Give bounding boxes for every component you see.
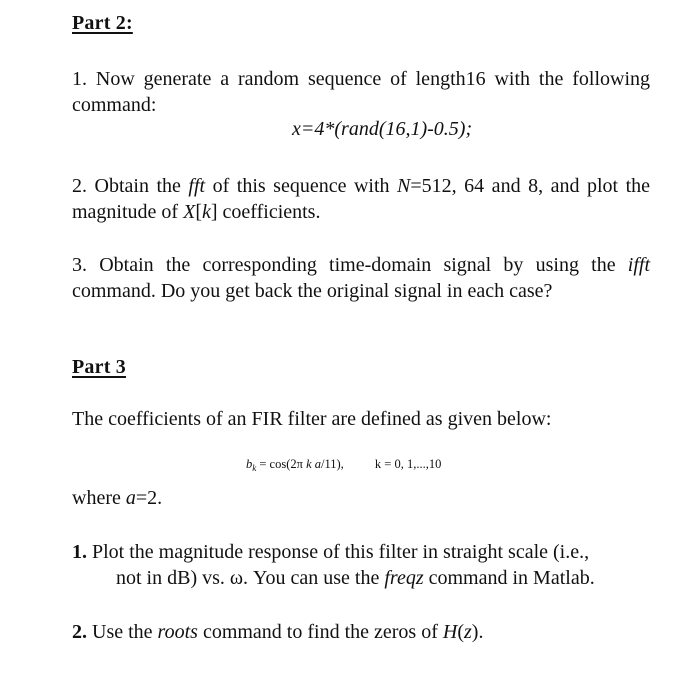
part2-item1-text: Now generate a random sequence of length16 with the following command:	[72, 68, 650, 116]
part2-item3	[72, 252, 650, 304]
part2-heading: Part 2:	[72, 12, 133, 34]
where-post: =2.	[135, 487, 163, 509]
fir-coefficient-equation	[246, 457, 441, 473]
part2-item3-post: command. Do you get back the original signal in each case?	[72, 280, 553, 302]
part3-intro: The coefficients of an FIR filter are defined as given below:	[72, 408, 552, 430]
a-variable: a	[125, 487, 136, 509]
z-variable: z	[464, 621, 472, 643]
part2-item2-pre: Obtain the	[94, 175, 181, 197]
k-variable: k	[201, 201, 211, 223]
where-pre: where	[72, 487, 121, 509]
part2-item1-number: 1.	[72, 68, 87, 90]
paren-open: (	[457, 621, 464, 643]
part2-item2	[72, 173, 650, 225]
x-variable: X	[183, 201, 196, 223]
fft-command: fft	[188, 175, 206, 197]
part2-item3-number: 3.	[72, 254, 87, 276]
part3-item1-number: 1.	[72, 541, 87, 563]
part3-item2	[72, 619, 650, 645]
ifft-command: ifft	[627, 254, 651, 276]
eq-sub: k	[252, 463, 257, 473]
roots-command: roots	[157, 621, 198, 643]
part3-item2-pre: Use the	[92, 621, 153, 643]
part3-item1	[72, 539, 650, 591]
part2-item2-number: 2.	[72, 175, 87, 197]
where-clause	[72, 485, 650, 511]
part2-item1	[72, 66, 650, 118]
part3-item1-line1: Plot the magnitude response of this filter in straight scale (i.e.,	[92, 541, 590, 563]
part2-item2-mid1: of this sequence with	[212, 175, 390, 197]
h-variable: H	[442, 621, 458, 643]
eq-range: k = 0, 1,...,10	[374, 457, 442, 471]
eq-a: a	[314, 457, 321, 471]
part3-item1-line2-post: command in Matlab.	[428, 567, 595, 589]
bracket-close: ]	[210, 201, 218, 223]
part2-item2-post: coefficients.	[222, 201, 321, 223]
paren-close: ).	[471, 621, 484, 643]
eq-rhs: = cos(2π	[259, 457, 303, 471]
eq-lhs: b	[246, 457, 253, 471]
part3-heading: Part 3	[72, 356, 126, 378]
n-variable: N	[397, 175, 411, 197]
part3-item1-line2-pre: not in dB) vs. ω. You can use the	[116, 567, 380, 589]
bracket-open: [	[195, 201, 202, 223]
part2-item3-pre: Obtain the corresponding time-domain signal by using the	[99, 254, 616, 276]
freqz-command: freqz	[384, 567, 424, 589]
part3-item2-mid: command to find the zeros of	[202, 621, 438, 643]
eq-tail: /11),	[321, 457, 344, 471]
eq-k: k	[306, 457, 312, 471]
part3-item2-number: 2.	[72, 621, 87, 643]
part2-item2-mid2: =512, 64 and 8, and plot the magnitude of	[72, 175, 651, 223]
part2-item1-equation: x=4*(rand(16,1)-0.5);	[292, 118, 473, 140]
part3-item1-line2	[72, 565, 650, 591]
